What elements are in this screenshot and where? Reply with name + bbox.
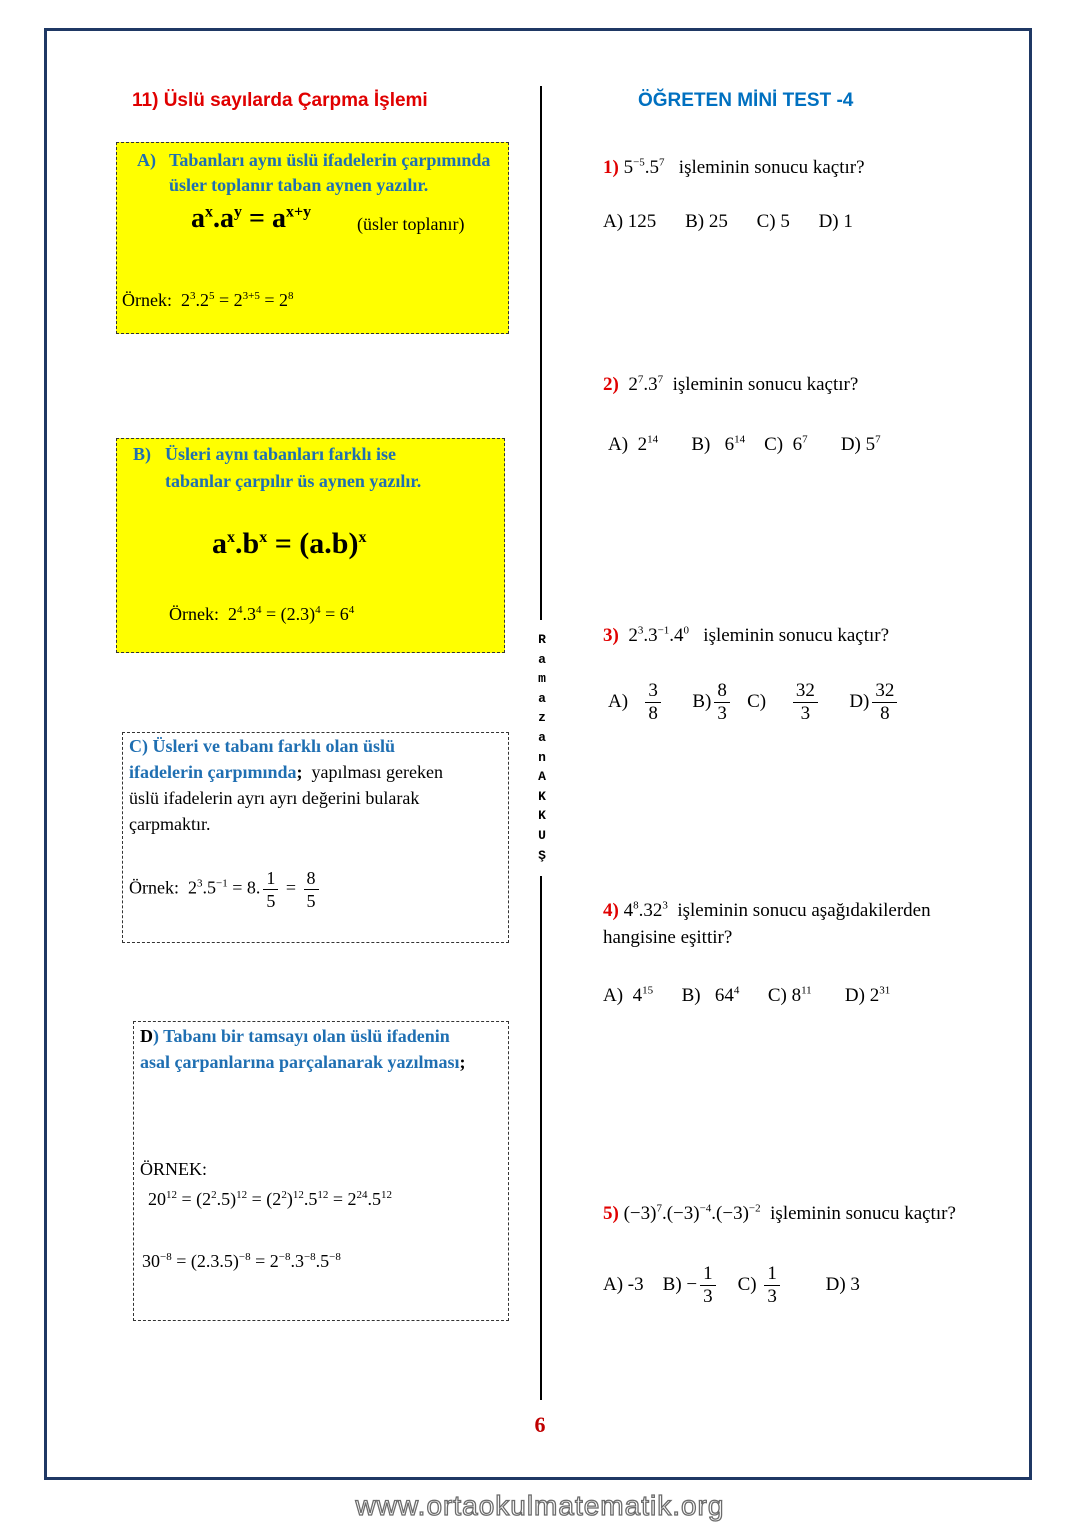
q2-option-d[interactable]: D) $5^7$ [840, 433, 881, 455]
rule-d-example-2: $30^{-8} = (2.3.5)^{-8} = 2^{-8}.3^{-8}.5^{-8}$ [142, 1251, 341, 1271]
question-4: 4) $4^8.32^3$ işleminin sonucu aşağıdakilerden [603, 899, 931, 921]
q5-option-c[interactable]: C) $\frac{1}{3}$ [738, 1274, 783, 1295]
rule-a-text-1: Tabanları aynı üslü ifadelerin çarpımında [169, 150, 491, 170]
q1-option-d[interactable]: D) 1 [818, 211, 853, 232]
q4-option-d[interactable]: D) $2^{31}$ [844, 984, 891, 1006]
q5-option-a[interactable]: A) -3 [603, 1273, 644, 1295]
rule-a-example: Örnek: $2^3.2^5 = 2^{3+5} = 2^8$ [122, 290, 294, 310]
rule-d-title-1: D) Tabanı bir tamsayı olan üslü ifadenin [140, 1026, 450, 1046]
rule-d-example-1: $20^{12} = (2^2.5)^{12} = (2^2)^{12}.5^{12} = 2^{24}.5^{12}$ [148, 1189, 392, 1209]
rule-box-b [116, 438, 505, 653]
rule-b-example: Örnek: $2^4.3^4 = (2.3)^4 = 6^4$ [169, 604, 355, 624]
question-2-options [608, 434, 881, 456]
q5-option-b[interactable]: B) − $\frac{1}{3}$ [663, 1274, 719, 1295]
q2-option-b[interactable]: B) $6^{14}$ [691, 433, 746, 455]
rule-b-text-1: Üsleri aynı tabanları farklı ise [165, 444, 396, 464]
rule-box-d [133, 1021, 509, 1321]
q3-option-d[interactable]: D) $\frac{32}{8}$ [849, 691, 900, 712]
rule-c-line-2: ifadelerin çarpımında; yapılması gereken [129, 762, 443, 782]
rule-a-formula: $a^x.a^y = a^{x+y}$ [191, 203, 312, 234]
question-1-options [603, 211, 877, 233]
q4-option-b[interactable]: B) $64^4$ [681, 984, 740, 1006]
question-5-options [603, 1263, 860, 1308]
q1-option-b[interactable]: B) 25 [685, 211, 728, 232]
rule-c-title-1: C) Üsleri ve tabanı farklı olan üslü [129, 736, 396, 756]
question-5: 5) $(-3)^7.(-3)^{-4}.(-3)^{-2}$ işleminin sonucu kaçtır? [603, 1202, 956, 1224]
rule-d-example-label: ÖRNEK: [140, 1159, 207, 1179]
rule-d-title-2: asal çarpanlarına parçalanarak yazılması; [140, 1052, 466, 1072]
right-title: ÖĞRETEN MİNİ TEST -4 [638, 90, 854, 111]
q1-option-a[interactable]: A) 125 [603, 211, 657, 232]
divider-top [540, 86, 542, 620]
rule-c-line-4: çarpmaktır. [129, 814, 211, 834]
question-2: 2) $2^7.3^7$ işleminin sonucu kaçtır? [603, 373, 859, 395]
author-name-vertical: R a m a z a n A K K U Ş [538, 632, 546, 863]
rule-a-note: (üsler toplanır) [357, 214, 465, 234]
q5-option-d[interactable]: D) 3 [825, 1273, 860, 1295]
question-3: 3) $2^3.3^{-1}.4^0$ işleminin sonucu kaçtır? [603, 624, 890, 646]
q1-option-c[interactable]: C) 5 [756, 211, 790, 232]
footer-url[interactable]: www.ortaokulmatematik.org [355, 1490, 725, 1521]
rule-b-label: B) [133, 444, 151, 464]
q3-option-b[interactable]: B) $\frac{8}{3}$ [692, 691, 733, 712]
rule-b-text-2: tabanlar çarpılır üs aynen yazılır. [165, 471, 422, 491]
question-4-line-2: hangisine eşittir? [603, 927, 733, 948]
left-title: 11) Üslü sayılarda Çarpma İşlemi [132, 90, 428, 111]
rule-box-c [122, 732, 509, 943]
question-1: 1) $5^{-5}.5^7$ işleminin sonucu kaçtır? [603, 156, 865, 178]
question-4-options [603, 985, 890, 1007]
q4-option-c[interactable]: C) $8^{11}$ [767, 984, 812, 1006]
question-3-options [608, 680, 900, 725]
rule-a-text-2: üsler toplanır taban aynen yazılır. [169, 175, 429, 195]
rule-box-a [116, 142, 509, 334]
q2-option-c[interactable]: C) $6^7$ [764, 433, 808, 455]
q3-option-c[interactable]: C) $\frac{32}{3}$ [747, 691, 821, 712]
rule-b-formula: $a^x.b^x = (a.b)^x$ [212, 527, 367, 560]
rule-c-example: Örnek: $2^3.5^{-1} = 8$. $\frac{1}{5}$ = $\frac{8}{5}$ [129, 867, 322, 912]
page-number: 6 [534, 1412, 546, 1437]
rule-a-label: A) [137, 150, 156, 170]
q4-option-a[interactable]: A) $4^{15}$ [603, 984, 654, 1006]
divider-bottom [540, 876, 542, 1400]
q3-option-a[interactable]: A) $\frac{3}{8}$ [608, 691, 664, 712]
q2-option-a[interactable]: A) $2^{14}$ [608, 433, 659, 455]
rule-c-line-3: üslü ifadelerin ayrı ayrı değerini bularak [129, 788, 420, 808]
